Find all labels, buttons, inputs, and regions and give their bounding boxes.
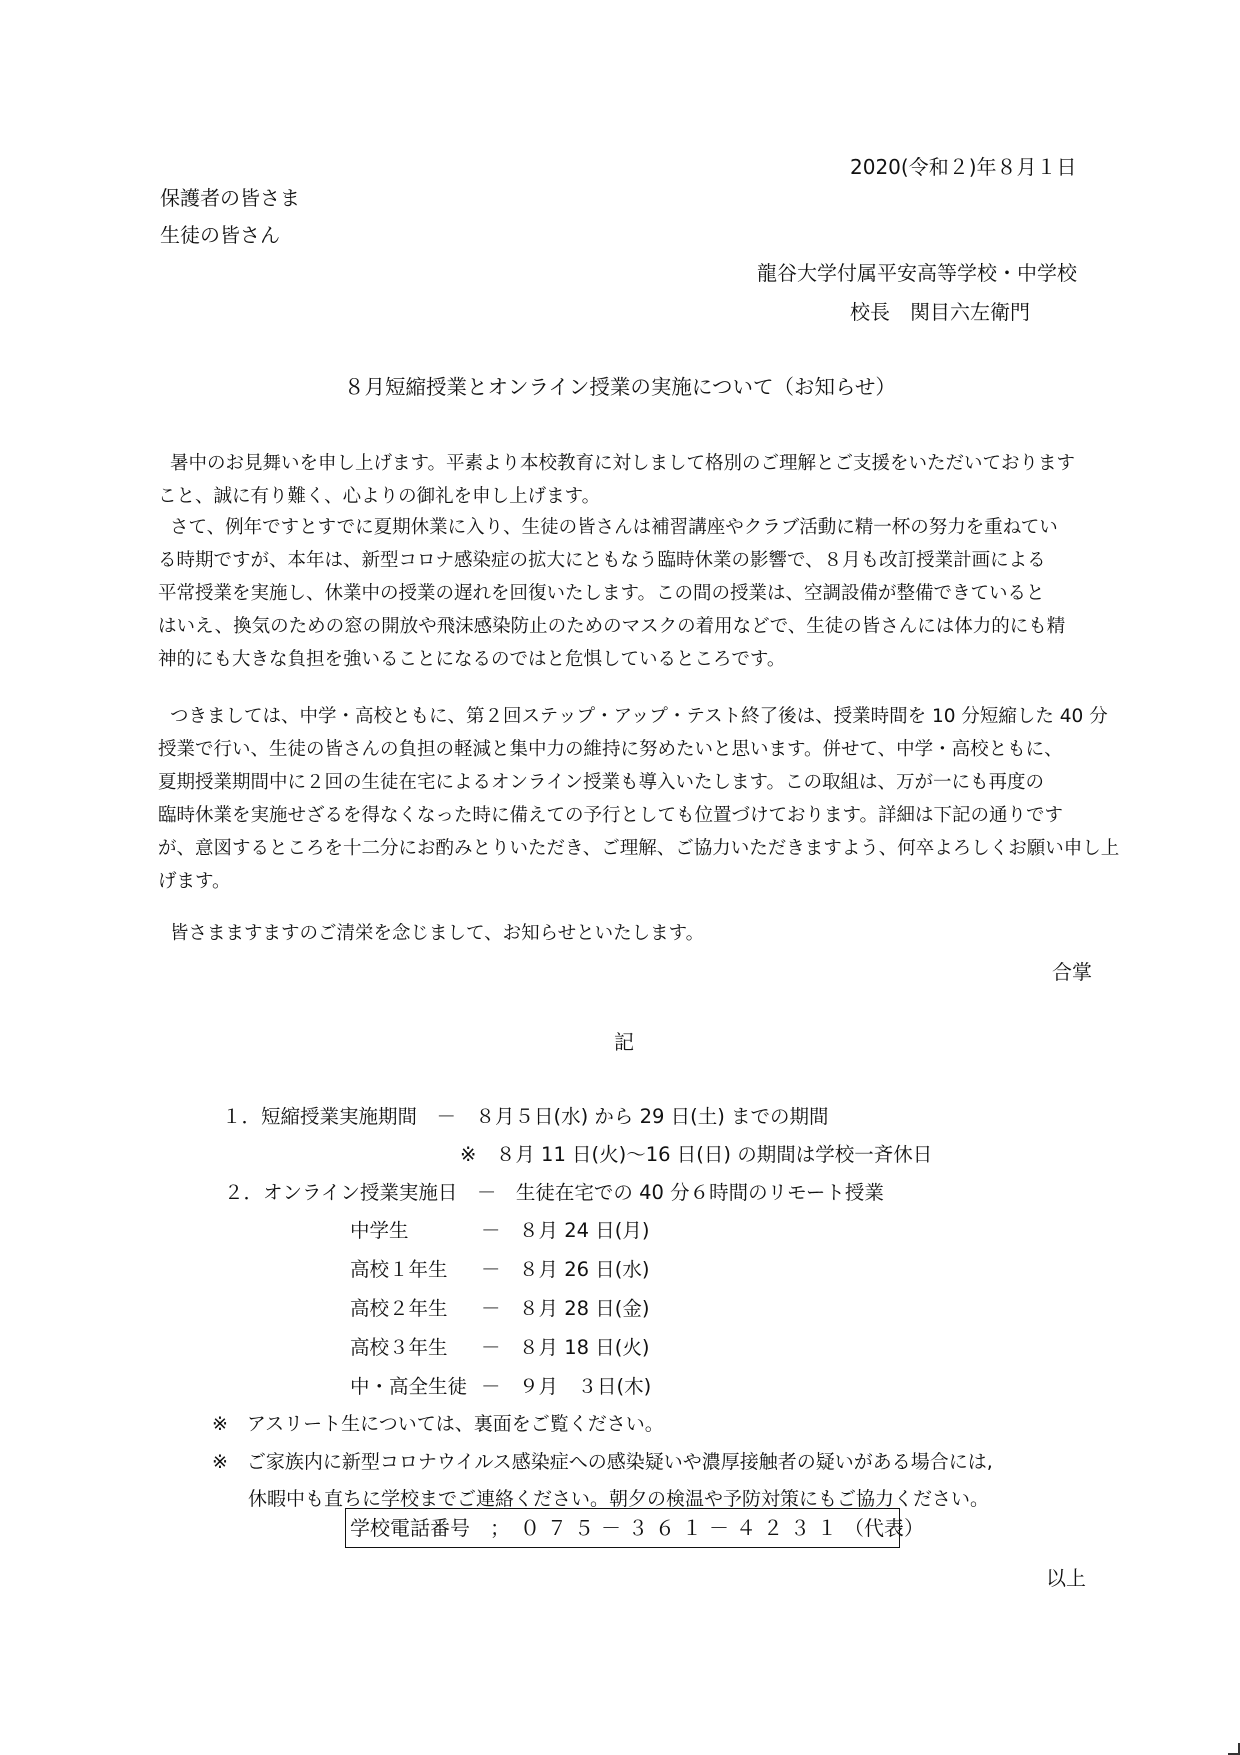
document-title: ８月短縮授業とオンライン授業の実施について（お知らせ） [344,375,896,399]
notes-heading: 記 [614,1030,634,1054]
paragraph-closing [158,917,1098,950]
schedule-group: 中学生 [350,1219,409,1242]
paragraph-line: つきましては、中学・高校ともに、第２回ステップ・アップ・テスト終了後は、授業時間を 10 分短縮した 40 分 [170,706,1108,727]
phone-number-box [345,1508,924,1548]
schedule-date: ８月 28 日(金) [519,1297,650,1320]
paragraph-line: こと、誠に有り難く、心よりの御礼を申し上げます。 [158,486,601,507]
paragraph-line: はいえ、換気のための窓の開放や飛沫感染防止のためのマスクの着用などで、生徒の皆さんには体力的にも精 [158,616,1066,637]
note-athletes: ※ アスリート生については、裏面をご覧ください。 [212,1413,664,1435]
paragraph-greeting [158,447,1098,513]
schedule-group: 中・高全生徒 [350,1375,468,1398]
end-mark: 以上 [1046,1566,1086,1590]
schedule-date: ８月 24 日(月) [519,1219,650,1242]
paragraph-line: げます。 [158,871,231,892]
schedule-date: ８月 18 日(火) [519,1336,650,1359]
schedule-dash: － [481,1375,501,1398]
recipient-parents: 保護者の皆さま [160,186,300,210]
phone-suffix: （代表） [844,1516,924,1540]
phone-number: ０７５－３６１－４２３１ [520,1516,844,1540]
paragraph-line: が、意図するところを十二分にお酌みとりいただき、ご理解、ご協力いただきますよう、何卒よろしくお願い申し上 [158,838,1120,859]
note-covid-line1: ※ ご家族内に新型コロナウイルス感染症への感染疑いや濃厚接触者の疑いがある場合には, [212,1451,993,1473]
schedule-dash: － [481,1297,501,1320]
paragraph-line: 平常授業を実施し、休業中の授業の遅れを回復いたします。この間の授業は、空調設備が整備できていると [158,583,1045,604]
paragraph-line: さて、例年ですとすでに夏期休業に入り、生徒の皆さんは補習講座やクラブ活動に精一杯の努力を重ねてい [170,517,1058,538]
item-online-classes: ２．オンライン授業実施日 － 生徒在宅での 40 分６時間のリモート授業 [224,1181,884,1204]
paragraph-line: 授業で行い、生徒の皆さんの負担の軽減と集中力の維持に努めたいと思います。併せて、中学・高校ともに、 [158,739,1063,760]
phone-label: 学校電話番号 ； [350,1516,510,1540]
schedule-date: ９月 ３日(木) [519,1375,652,1398]
item-holiday-note: ※ ８月 11 日(火)～16 日(日) の期間は学校一斉休日 [460,1143,933,1166]
paragraph-line: る時期ですが、本年は、新型コロナ感染症の拡大にともなう臨時休業の影響で、８月も改訂授業計画による [158,550,1046,571]
recipient-students: 生徒の皆さん [160,223,280,247]
paragraph-line: 臨時休業を実施せざるを得なくなった時に備えての予行としても位置づけております。詳細は下記の通りです [158,805,1064,826]
schedule-dash: － [481,1258,501,1281]
item-short-classes: １．短縮授業実施期間 － ８月５日(水) から 29 日(土) までの期間 [222,1105,829,1128]
paragraph-details [158,700,1120,898]
schedule-date: ８月 26 日(水) [519,1258,650,1281]
schedule-group: 高校３年生 [350,1336,448,1359]
document-date: 2020(令和２)年８月１日 [850,155,1077,179]
paragraph-line: 神的にも大きな負担を強いることになるのではと危惧しているところです。 [158,649,786,670]
paragraph-line: 夏期授業期間中に２回の生徒在宅によるオンライン授業も導入いたします。この取組は、万が一にも再度の [158,772,1044,793]
school-name: 龍谷大学付属平安高等学校・中学校 [757,261,1077,285]
paragraph-line: 暑中のお見舞いを申し上げます。平素より本校教育に対しまして格別のご理解とご支援をいただいております [170,453,1076,474]
paragraph-situation [158,511,1098,676]
schedule-group: 高校２年生 [350,1297,448,1320]
paragraph-line: 皆さまますますのご清栄を念じまして、お知らせといたします。 [170,923,705,944]
note-covid-line2: 休暇中も直ちに学校までご連絡ください。朝夕の検温や予防対策にもご協力ください。 [248,1488,990,1510]
schedule-dash: － [481,1219,501,1242]
scan-corner-mark [1228,1743,1240,1755]
schedule-group: 高校１年生 [350,1258,448,1281]
closing-word: 合掌 [1052,960,1092,984]
principal-name: 校長 関目六左衛門 [850,300,1030,324]
schedule-dash: － [481,1336,501,1359]
